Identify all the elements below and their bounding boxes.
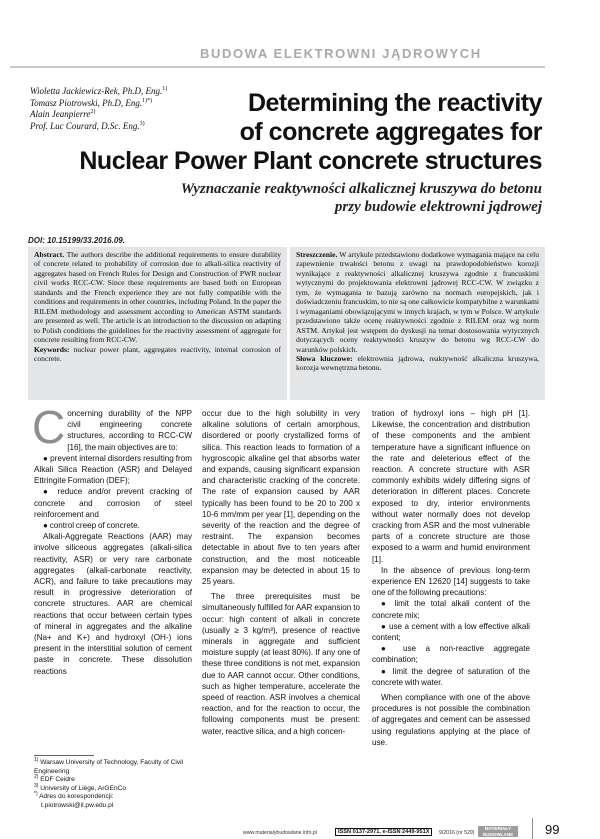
paragraph: The three prerequisites must be simultaneously fulfilled for AAR expansion to occur: high content of alkali in concrete (usually ≥ 3 kg/m³), presence of reactive minerals in aggregate and sufficient moisture supply (at least 80%). If any one of these three conditions is not met, expansion due to AAR cannot occur. Other conditions, such as higher temperature, accelerate the speed of reaction. ASR involves a chemical reaction, and for the reaction to occur, the following components must be present: water, reactive silica, and a high concen- (202, 592, 360, 736)
footer-divider (532, 818, 533, 839)
list-item: ● prevent internal disorders resulting from Alkali Silica Reaction (ASR) and Delayed Ettringite Formation (DEF); (34, 453, 192, 486)
paragraph: tration of hydroxyl ions – high pH [1]. Likewise, the concentration and distribution of these components and the ambient temperature have a significant influence on the rate and deleterious effect of the reaction. A concrete structure with ASR commonly exhibits widely differing signs of deterioration in different places. Concrete exposed to dry, interior environments without water normally does not develop cracking from ASR and the most vulnerable parts of a concrete structure are those exposed to a warm and humid environment [1]. (372, 409, 530, 564)
footer-issn: ISSN 0137-2971, e-ISSN 2449-951X (335, 828, 432, 836)
list-item: ● limit the degree of saturation of the concrete with water. (372, 666, 530, 687)
footnotes (34, 755, 194, 811)
author: Tomasz Piotrowski, Ph.D, Eng.$^{1)*)}$ (30, 97, 153, 108)
abstract-text: Abstract. The authors describe the additional requirements to ensure durability of concrete related to probability of corrosion due to alkali-silica reactivity of aggregates based on French Rules for Design and Construction of PWR nuclear civil works RCC-CW. Since these requirements are based both on European standards and the French experience they are not fully compatible with the conditions and requirements in other countries, including Poland. In the paper the RILEM methodology and assessment according to American ASTM standards are presented as well. The article is an introduction to the discussion on adapting to Polish conditions the guidelines for the reactivity assessment of aggregate for concrete resulting from RCC-CW. (34, 250, 281, 345)
list-item: ● control creep of concrete. (43, 521, 140, 531)
title-line: Determining the reactivity (247, 89, 542, 117)
paragraph: Alkali-Aggregate Reactions (AAR) may involve siliceous aggregates (alkali-silica reactivity, ASR) or very rare carbonate aggregates (alkali-carbonate reactivity, ACR), and failure to take precautions may result in progressive deterioration of concrete structures. AAR are chemical reactions that occur between certain types of mineral in aggregates and the alkaline (Na+ and K+) and hydroxyl (OH-) ions present in the interstitial solution of cement paste in concrete. These dissolution reactions (34, 532, 192, 676)
footnote: $^{3)}$ University of Liège, ArGEnCo (34, 782, 127, 792)
section-header: BUDOWA ELEKTROWNI JĄDROWYCH (200, 46, 482, 61)
doi[interactable]: DOI: 10.15199/33.2016.09. (28, 236, 125, 245)
footnote-divider (34, 755, 94, 756)
list-item: ● use a cement with a low effective alkali content; (372, 621, 530, 643)
article-title (22, 89, 542, 176)
footer-issue: 9/2016 (nr 529) (439, 830, 475, 836)
paragraph: When compliance with one of the above procedures is not possible the combination of aggregates and cement can be assessed using regulations applying at the place of use. (372, 693, 530, 747)
body-column-3 (372, 408, 530, 748)
paragraph: In the absence of previous long-term experience EN 12620 [14] suggests to take one of the following precautions: (372, 565, 530, 598)
list-item: ● reduce and/or prevent cracking of concrete and corrosion of steel reinforcement and (34, 487, 192, 519)
streszczenie-keywords: Słowa kluczowe: elektrownia jądrowa, reaktywność alkaliczna kruszywa, korozja wewnętrzna betonu. (296, 353, 539, 373)
list-item: ● use a non-reactive aggregate combination; (372, 644, 530, 665)
header-divider (10, 66, 545, 68)
journal-logo: MATERIAŁY BUDOWLANE (478, 826, 518, 837)
streszczenie-text: Streszczenie. W artykule przedstawiono dodatkowe wymagania mające na celu zapewnienie trwałości betonu z uwagi na prawdopodobieństwo korozji wynikające z reaktywności alkalicznej kruszywa zgodnie z francuskimi wytycznymi do projektowania elektrowni jądrowej RCC-CW. W związku z tym, że wymagania te bazują zarówno na normach europejskich, jak i doświadczeniu francuskim, to nie są one całkowicie kompatybilne z warunkami i wymaganiami obowiązującymi w innych krajach, w tym w Polsce. W artykule przedstawiono także ocenę reaktywności zgodnie z RILEM oraz wg norm ASTM. Artykuł jest wstępem do dyskusji na temat dostosowania wytycznych dotyczących oceny reaktywności kruszyw do betonu wg RCC-CW do warunków polskich. (296, 250, 540, 354)
footnote: *) Adres do korespondencji: (34, 791, 114, 801)
abstract-keywords: Keywords: nuclear power plant, aggregates reactivity, internal corrosion of concrete. (34, 344, 281, 363)
body-column-1 (32, 401, 192, 677)
paragraph: oncerning durability of the NPP civil engineering concrete structures, according to RCC-CW [16], the main objectives are to: (67, 409, 192, 452)
list-item: ● limit the total alkali content of the concrete mix; (372, 599, 530, 620)
footnote: $^{2)}$ EDF Ceidre (34, 774, 75, 784)
paragraph: occur due to the high solubility in very alkaline solutions of certain amorphous, disordered or poorly crystallized forms of silica. This reaction leads to formation of a hygroscopic alkaline gel that absorbs water and expands, causing significant expansion and characteristic cracking of the concrete. The rate of expansion caused by AAR typically has been found to be 20 to 200 x 10-6 mm/mm per year [1], depending on the severity of the reaction and the degree of restraint. The expansion becomes detectable in about five to ten years after construction, and the most noticeable expansion may be detected in about 15 to 25 years. (202, 409, 360, 587)
page-number: 99 (545, 822, 560, 837)
author: Prof. Luc Courard, D.Sc. Eng.$^{3)}$ (30, 120, 145, 131)
streszczenie-box (290, 247, 545, 400)
page-footer (0, 808, 600, 838)
author: Alain Jeanpierre$^{2)}$ (30, 109, 96, 119)
footnote: $^{1)}$ Warsaw University of Technology, Faculty of Civil Engineering (34, 756, 184, 775)
article-subtitle (62, 180, 542, 216)
body-column-2 (202, 408, 360, 737)
author: Wioletta Jackiewicz-Rek, Ph.D, Eng.$^{1)}$ (30, 86, 168, 96)
footer-url[interactable]: www.materialybudowlane.info.pl (243, 830, 317, 836)
subtitle-line: Wyznaczanie reaktywności alkalicznej kruszywa do betonu (180, 181, 542, 197)
subtitle-line: przy budowie elektrowni jądrowej (334, 199, 542, 215)
abstract-box (28, 247, 287, 400)
drop-cap: C (32, 401, 66, 453)
title-line: Nuclear Power Plant concrete structures (79, 147, 542, 175)
title-line: of concrete aggregates for (239, 118, 542, 146)
footnote-email[interactable]: t.piotrowski@il.pw.edu.pl (41, 801, 114, 809)
